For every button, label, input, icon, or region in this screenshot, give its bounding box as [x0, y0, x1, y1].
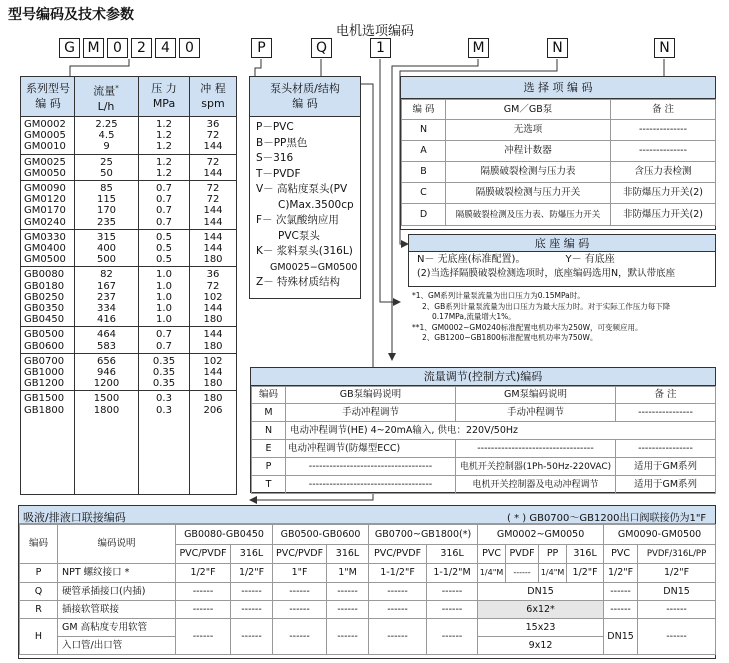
series-value: 36 — [206, 119, 220, 130]
series-value: 1.2 — [156, 141, 172, 153]
series-value: 72 — [206, 130, 220, 142]
group-header: GM0090-GM0500 — [604, 525, 716, 545]
code-char-m: M — [83, 38, 104, 58]
table-row: P NPT 螺纹接口 * 1/2"F 1/2"F 1"F 1"M 1-1/2"F 1-1/2"M 1/4"M ------ 1/4"M 1/2"F 1/2"F 1/2"F — [20, 564, 716, 583]
head-item: V－ 高粘度泵头(PV — [256, 183, 348, 195]
flow-table — [250, 367, 716, 493]
series-value: 0.7 — [156, 183, 172, 194]
series-value: 4.5 — [98, 130, 115, 142]
series-value: 0.5 — [156, 243, 172, 254]
series-value: 1.0 — [156, 314, 172, 326]
series-value: 9 — [103, 141, 110, 153]
series-value: 144 — [203, 303, 223, 314]
pump-head-box — [249, 76, 361, 299]
series-model: GB0450 — [24, 314, 65, 326]
group-divider — [21, 180, 236, 181]
code-char-4: 4 — [155, 38, 176, 58]
series-value: 72 — [206, 183, 220, 194]
series-value: 1.2 — [156, 167, 172, 179]
code-char-2: 2 — [131, 38, 152, 58]
series-model: GM0090 — [24, 183, 66, 194]
pump-head-header: 泵头材质/结构 编 码 — [250, 77, 360, 117]
note-line: 2、GB1200~GB1800标准配置电机功率为750W。 — [422, 333, 598, 342]
series-value: 334 — [96, 303, 117, 314]
base-title: 底 座 编 码 — [409, 235, 715, 252]
series-value: 1500 — [93, 393, 120, 405]
code-char-n2: N — [654, 38, 675, 58]
series-value: 180 — [203, 254, 223, 266]
series-value: 72 — [206, 194, 220, 206]
series-value: 144 — [203, 141, 223, 153]
options-header-note: 备 注 — [611, 100, 716, 120]
series-value: 1.2 — [156, 156, 172, 168]
series-value: 102 — [203, 291, 223, 303]
head-item: GM0025−GM0500 — [270, 261, 358, 273]
series-value: 0.35 — [152, 355, 176, 367]
series-model: GM0010 — [24, 141, 66, 153]
series-value: 144 — [203, 205, 223, 217]
table-row: N 无选项 -------------- — [402, 120, 716, 141]
series-model: GB0700 — [24, 355, 65, 367]
table-row: N 电动冲程调节(HE) 4~20mA输入, 供电：220V/50Hz — [252, 422, 716, 440]
series-value: 82 — [100, 269, 113, 281]
series-model: GB1000 — [24, 367, 65, 378]
code-char-0b: 0 — [179, 38, 200, 58]
series-value: 583 — [96, 340, 117, 352]
series-value: 464 — [96, 329, 117, 341]
series-value: 1800 — [93, 404, 120, 416]
series-model: GB0080 — [24, 269, 65, 281]
series-value: 0.7 — [156, 329, 172, 341]
series-value: 0.3 — [156, 404, 172, 416]
series-value: 180 — [203, 393, 223, 405]
connection-table — [18, 505, 716, 659]
series-value: 416 — [96, 314, 117, 326]
table-row: C 隔膜破裂检测与压力开关 非防爆压力开关(2) — [402, 183, 716, 204]
table-row: D 隔膜破裂检测及压力表、防爆压力开关 非防爆压力开关(2) — [402, 204, 716, 226]
base-line2: (2)当选择隔膜破裂检测选项时，底座编码选用N，默认带底座 — [417, 268, 676, 279]
base-line1: N－ 无底座(标准配置)。 Y－ 有底座 — [417, 254, 615, 265]
series-value: 144 — [203, 367, 223, 378]
series-model: GM0002 — [24, 119, 66, 130]
series-value: 25 — [100, 156, 113, 168]
base-box — [408, 234, 716, 287]
series-value: 144 — [203, 167, 223, 179]
series-value: 1.2 — [156, 119, 172, 130]
group-divider — [21, 353, 236, 354]
table-row: 入口管/出口管 9x12 — [20, 637, 716, 655]
series-value: 235 — [96, 216, 117, 228]
series-value: 500 — [96, 254, 117, 266]
code-char-m2: M — [468, 38, 489, 58]
options-header-desc: GM／GB泵 — [446, 100, 611, 120]
series-value: 0.7 — [156, 205, 172, 217]
series-model: GB0500 — [24, 329, 65, 341]
pressure-col-header: 压 力 MPa — [151, 82, 177, 110]
series-model: GM0050 — [24, 167, 66, 179]
series-value: 50 — [100, 167, 113, 179]
table-row: A 冲程计数器 -------------- — [402, 141, 716, 162]
series-value: 115 — [96, 194, 117, 206]
note-line: 0.17MPa,流量增大1%。 — [432, 312, 516, 321]
series-value: 85 — [100, 183, 113, 194]
series-value: 1200 — [93, 378, 120, 390]
series-value: 180 — [203, 378, 223, 390]
series-model: GM0500 — [24, 254, 66, 266]
series-model: GB1200 — [24, 378, 65, 390]
page-title: 型号编码及技术参数 — [8, 7, 134, 23]
series-value: 144 — [203, 231, 223, 243]
head-item: T－PVDF — [256, 167, 301, 180]
conn-note: ( * ) GB0700～GB1200出口阀联接仍为1"F — [507, 513, 707, 524]
series-value: 36 — [206, 269, 220, 281]
series-model: GB0180 — [24, 280, 65, 292]
group-divider — [21, 266, 236, 267]
series-value: 72 — [206, 156, 220, 168]
series-value: 102 — [203, 355, 223, 367]
code-char-q: Q — [311, 38, 332, 58]
series-value: 0.3 — [156, 393, 172, 405]
code-char-n1: N — [547, 38, 568, 58]
series-value: 144 — [203, 243, 223, 254]
series-value: 0.5 — [156, 254, 172, 266]
series-value: 0.7 — [156, 194, 172, 206]
series-value: 180 — [203, 340, 223, 352]
series-value: 1.2 — [156, 130, 172, 142]
series-model: GB0250 — [24, 291, 65, 303]
series-value: 315 — [96, 231, 117, 243]
series-value: 0.35 — [152, 378, 176, 390]
group-divider — [21, 326, 236, 327]
head-item: PVC泵头 — [278, 229, 320, 242]
series-value: 0.7 — [156, 340, 172, 352]
group-header: GM0002~GM0050 — [478, 525, 604, 545]
head-item: B－PP黑色 — [256, 136, 308, 149]
series-value: 946 — [96, 367, 117, 378]
notes — [412, 291, 670, 344]
conn-desc-header: 编码说明 — [58, 525, 176, 564]
group-divider — [21, 154, 236, 155]
head-item: S－316 — [256, 152, 294, 164]
flow-col-header: 流量* L/h — [93, 84, 119, 113]
options-grid — [401, 99, 716, 226]
series-model: GM0330 — [24, 231, 66, 243]
series-model: GM0005 — [24, 130, 66, 142]
conn-grid: 编码 编码说明 GB0080-GB0450 GB0500-GB0600 GB0700~GB1800(*) GM0002~GM0050 GM0090-GM0500 PVC/PVDF 316L PVC/PVDF 316L PVC/PVDF 316L PVC PVDF PP 316L PVC PVDF/316L/PP P NPT 螺纹接口 * 1/2"F 1/2"F 1"F 1"M 1-1/2"F 1-1/2"M 1/4"M ------ 1/4"M 1/2"F 1/2"F 1/2"F Q 硬管承插接口(内插) ------ ------ ------ ------ ------ ------ DN15 ------ DN15 R 插接软管联接 ------ ------ ------ ------ ------ ------ 6x12* ------ ------ H GM 高粘度专用软管 ------ ------ ------ ------ ------ ------ 15x23 DN15 ------ 入口管/出口管 9x12 — [19, 524, 716, 655]
series-value: 656 — [96, 355, 117, 367]
head-item: C)Max.3500cp — [278, 198, 354, 211]
series-col-header: 系列型号 编 码 — [26, 82, 70, 110]
series-model: GM0120 — [24, 194, 66, 206]
series-value: 180 — [203, 314, 223, 326]
series-value: 237 — [96, 291, 117, 303]
series-value: 206 — [203, 404, 223, 416]
series-table — [20, 76, 237, 495]
flow-title: 流量调节(控制方式)编码 — [251, 368, 715, 386]
series-value: 0.5 — [156, 231, 172, 243]
group-divider — [21, 229, 236, 230]
series-value: 167 — [96, 280, 117, 292]
series-model: GB0350 — [24, 303, 65, 314]
series-value: 0.7 — [156, 216, 172, 228]
code-char-0a: 0 — [107, 38, 128, 58]
series-value: 1.0 — [156, 280, 172, 292]
conn-header — [19, 506, 715, 524]
series-value: 1.0 — [156, 291, 172, 303]
table-row: E 电动冲程调节(防爆型ECC) ---------------------------------- ---------------- — [252, 440, 716, 458]
series-model: GM0025 — [24, 156, 66, 168]
series-value: 72 — [206, 280, 220, 292]
group-divider — [21, 390, 236, 391]
head-item: F－ 次氯酸纳应用 — [256, 214, 339, 226]
options-header-code: 编 码 — [402, 100, 446, 120]
table-row: Q 硬管承插接口(内插) ------ ------ ------ ------ ------ ------ DN15 ------ DN15 — [20, 583, 716, 601]
note-line: *1、GM系列计量泵流量为出口压力为0.15MPa时。 — [412, 291, 585, 300]
motor-option-title: 电机选项编码 — [336, 24, 415, 39]
group-header: GB0080-GB0450 — [176, 525, 273, 545]
table-row: P ------------------------------------ 电机开关控制器(1Ph-50Hz-220VAC) 适用于GM系列 — [252, 458, 716, 476]
series-value: 0.35 — [152, 367, 176, 378]
head-item: P－PVC — [256, 121, 294, 133]
series-model: GB1500 — [24, 393, 65, 405]
series-model: GM0170 — [24, 205, 66, 217]
note-line: 2、GB系列计量泵流量为出口压力为最大压力时。对于实际工作压力每下降 — [422, 301, 671, 311]
conn-title: 吸液/排液口联接编码 — [23, 511, 126, 524]
stroke-col-header: 冲 程 spm — [200, 82, 226, 110]
series-value: 170 — [96, 205, 117, 217]
series-model: GB0600 — [24, 340, 65, 352]
group-header: GB0500-GB0600 — [273, 525, 369, 545]
series-value: 400 — [96, 243, 117, 254]
table-row: R 插接软管联接 ------ ------ ------ ------ ------ ------ 6x12* ------ ------ — [20, 601, 716, 619]
series-value: 1.0 — [156, 303, 172, 314]
note-line: **1、GM0002~GM0240标准配置电机功率为250W，可变频应用。 — [412, 322, 643, 332]
series-model: GM0400 — [24, 243, 66, 254]
head-item: Z－ 特殊材质结构 — [256, 276, 341, 288]
pump-head-list — [250, 117, 360, 291]
series-value: 2.25 — [95, 119, 118, 130]
code-char-p: P — [251, 38, 272, 58]
code-char-1: 1 — [370, 38, 391, 58]
series-model: GB1800 — [24, 404, 65, 416]
conn-code-header: 编码 — [20, 525, 58, 564]
series-value: 1.0 — [156, 269, 172, 281]
group-header: GB0700~GB1800(*) — [369, 525, 478, 545]
series-model: GM0240 — [24, 216, 66, 228]
series-value: 144 — [203, 329, 223, 341]
code-char-g: G — [59, 38, 80, 58]
head-item: K－ 浆料泵头(316L) — [256, 245, 353, 257]
series-value: 144 — [203, 216, 223, 228]
table-row: M 手动冲程调节 手动冲程调节 ---------------- — [252, 404, 716, 422]
table-row: B 隔膜破裂检测与压力表 含压力表检测 — [402, 162, 716, 183]
flow-grid: 编码 GB泵编码说明 GM泵编码说明 备 注 M 手动冲程调节 手动冲程调节 ---------------- N 电动冲程调节(HE) 4~20mA输入, 供电：220V/50Hz E 电动冲程调节(防爆型ECC) ---------------------------------- ---------------- P ------------------------------------ 电机开关控制器(1Ph-50Hz-220VAC) 适用于GM系列 T ------------------------------------ 电机开关控制器及电动冲程调节 适用于GM系列 — [251, 386, 716, 494]
options-table — [400, 76, 716, 230]
table-row: T ------------------------------------ 电机开关控制器及电动冲程调节 适用于GM系列 — [252, 476, 716, 494]
table-row: H GM 高粘度专用软管 ------ ------ ------ ------ ------ ------ 15x23 DN15 ------ — [20, 619, 716, 637]
options-title: 选 择 项 编 码 — [401, 77, 715, 99]
